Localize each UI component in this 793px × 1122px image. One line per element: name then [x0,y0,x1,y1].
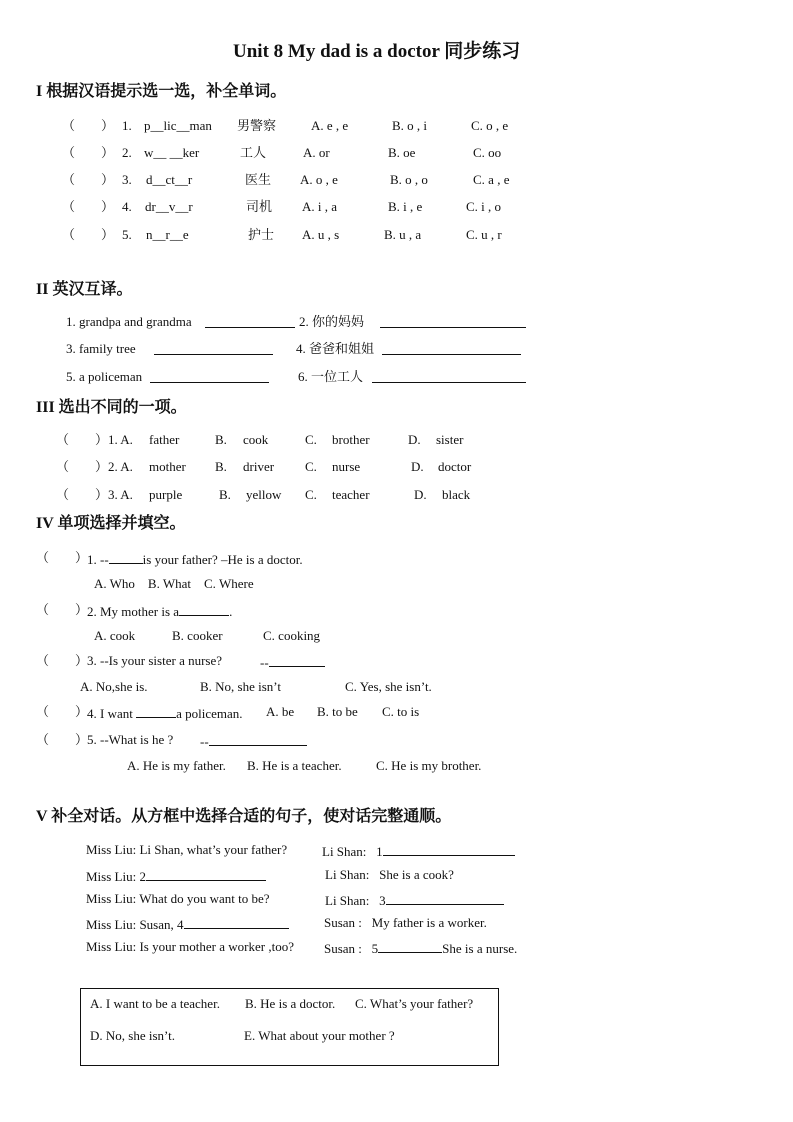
answer-paren[interactable]: （ ） [62,145,115,160]
question-3-text: 3. --Is your sister a nurse? [87,653,223,668]
miss-liu-line: Miss Liu: Is your mother a worker ,too? [86,939,294,954]
question-1-start: 1. -- [87,552,109,567]
box-option-d: D. No, she isn’t. [90,1028,175,1043]
option-a: A. u , s [302,227,340,242]
word-puzzle: w__ __ker [144,145,200,160]
answer-paren[interactable]: （ ） [36,602,89,617]
option-c: C. He is my brother. [376,758,482,773]
answer-paren[interactable]: （ ） [36,732,89,747]
option-b-label: B. [219,487,231,502]
answer-dash [260,654,325,669]
chinese-hint: 司机 [246,199,273,214]
question-number: 2. A. [108,459,133,474]
option-c-label: C. [305,487,317,502]
option-b: B. He is a teacher. [247,758,342,773]
question-number: 1. [122,118,132,133]
answer-dash [200,733,307,748]
question-number: 1. A. [108,432,133,447]
option-c: nurse [332,459,361,474]
answer-paren[interactable]: （ ） [36,653,89,668]
option-d-label: D. [411,459,424,474]
option-c: C. Yes, she isn’t. [345,679,432,694]
reply-line: Susan : My father is a worker. [324,915,487,930]
translation-prompt: 2. 你的妈妈 [299,314,365,329]
option-b: driver [243,459,275,474]
answer-paren[interactable]: （ ） [62,199,115,214]
answer-blank[interactable] [269,654,325,667]
box-option-e: E. What about your mother ? [244,1028,395,1043]
option-c: C. oo [473,145,502,160]
option-c-label: C. [305,432,317,447]
answer-blank[interactable] [179,603,229,616]
answer-blank[interactable] [150,370,269,383]
section-5-heading: V 补全对话。从方框中选择合适的句子，使对话完整通顺。 [36,808,452,825]
question-number: 3. A. [108,487,133,502]
option-b: B. cooker [172,628,223,643]
option-c: teacher [332,487,370,502]
answer-paren[interactable]: （ ） [62,172,115,187]
answer-blank[interactable] [154,342,273,355]
answer-blank[interactable] [184,916,289,929]
reply-line [325,892,504,907]
question-5-text: 5. --What is he ? [87,732,174,747]
miss-liu-line [86,868,266,883]
miss-liu-line: Miss Liu: Li Shan, what’s your father? [86,842,288,857]
question-1-text [87,551,303,566]
page-title: Unit 8 My dad is a doctor 同步练习 [233,41,521,62]
translation-prompt: 3. family tree [66,341,136,356]
section-2-heading: II 英汉互译。 [36,281,133,298]
translation-prompt: 5. a policeman [66,369,143,384]
question-2-text [87,603,232,618]
question-number: 4. [122,199,132,214]
option-b: cook [243,432,269,447]
option-c: C. to is [382,704,420,719]
answer-blank[interactable] [386,892,504,905]
option-a: A. No,she is. [80,679,148,694]
option-c: C. i , o [466,199,502,214]
reply-text: Susan : 5 [324,941,379,956]
option-a: A. He is my father. [127,758,226,773]
question-4-start: 4. I want [87,706,133,721]
question-number: 2. [122,145,132,160]
miss-liu-line: Miss Liu: What do you want to be? [86,891,270,906]
section-1-heading: I 根据汉语提示选一选，补全单词。 [36,83,287,100]
question-4-text [87,705,243,720]
chinese-hint: 工人 [240,145,267,160]
reply-line: Li Shan: She is a cook? [325,867,454,882]
answer-paren[interactable]: （ ） [62,227,115,242]
word-puzzle: p__lic__man [144,118,212,133]
option-d-label: D. [408,432,421,447]
option-b: B. o , o [390,172,428,187]
answer-blank[interactable] [146,868,266,881]
answer-blank[interactable] [380,315,526,328]
answer-blank[interactable] [372,370,526,383]
section-3-heading: III 选出不同的一项。 [36,399,187,416]
option-b: B. No, she isn’t [200,679,282,694]
option-a: A. cook [94,628,136,643]
dash-text: -- [260,655,269,670]
reply-text: Li Shan: 3 [325,893,386,908]
option-c: C. cooking [263,628,321,643]
answer-paren[interactable]: （ ） [56,459,109,474]
option-a: father [149,432,180,447]
answer-paren[interactable]: （ ） [56,432,109,447]
translation-prompt: 1. grandpa and grandma [66,314,192,329]
answer-paren[interactable]: （ ） [36,550,89,565]
reply-line [322,843,515,858]
answer-blank[interactable] [382,342,521,355]
chinese-hint: 男警察 [237,118,277,133]
option-b: B. o , i [392,118,428,133]
option-b: B. u , a [384,227,422,242]
answer-paren[interactable]: （ ） [62,118,115,133]
option-d: black [442,487,471,502]
option-b: yellow [246,487,282,502]
option-c-label: C. [305,459,317,474]
prompt-text: Miss Liu: Susan, 4 [86,917,184,932]
answer-blank[interactable] [209,733,307,746]
option-a: A. or [303,145,330,160]
reply-line [324,940,517,955]
word-puzzle: d__ct__r [146,172,193,187]
section-4-heading: IV 单项选择并填空。 [36,515,186,532]
option-c: C. o , e [471,118,509,133]
option-b: B. i , e [388,199,423,214]
box-option-c: C. What’s your father? [355,996,474,1011]
option-b-label: B. [215,459,227,474]
answer-paren[interactable]: （ ） [56,487,109,502]
chinese-hint: 医生 [245,172,272,187]
box-option-a: A. I want to be a teacher. [90,996,220,1011]
translation-prompt: 4. 爸爸和姐姐 [296,341,375,356]
question-1-options: A. Who B. What C. Where [94,576,254,591]
miss-liu-line [86,916,289,931]
option-d: doctor [438,459,472,474]
option-a: purple [149,487,183,502]
chinese-hint: 护士 [248,227,275,242]
reply-end: She is a nurse. [442,941,518,956]
prompt-text: Miss Liu: 2 [86,869,146,884]
word-puzzle: n__r__e [146,227,189,242]
option-c: brother [332,432,370,447]
option-b-label: B. [215,432,227,447]
answer-paren[interactable]: （ ） [36,704,89,719]
option-a: A. e , e [311,118,349,133]
question-number: 3. [122,172,132,187]
box-option-b: B. He is a doctor. [245,996,336,1011]
answer-blank[interactable] [378,940,442,953]
answer-blank[interactable] [205,315,295,328]
question-2-start: 2. My mother is a [87,604,180,619]
question-number: 5. [122,227,132,242]
answer-blank[interactable] [109,551,143,564]
option-a: A. be [266,704,295,719]
option-d: sister [436,432,464,447]
question-4-end: a policeman. [176,706,243,721]
option-a: A. o , e [300,172,338,187]
word-puzzle: dr__v__r [145,199,193,214]
option-c: C. u , r [466,227,502,242]
translation-prompt: 6. 一位工人 [298,369,364,384]
option-b: B. oe [388,145,416,160]
option-a: A. i , a [302,199,338,214]
answer-blank[interactable] [383,843,515,856]
dash-text: -- [200,734,209,749]
option-c: C. a , e [473,172,510,187]
reply-text: Li Shan: 1 [322,844,383,859]
answer-options-box [80,988,499,1066]
question-1-end: is your father? –He is a doctor. [142,552,303,567]
option-d-label: D. [414,487,427,502]
option-b: B. to be [317,704,358,719]
option-a: mother [149,459,186,474]
question-2-end: . [229,604,233,619]
answer-blank[interactable] [136,705,176,718]
